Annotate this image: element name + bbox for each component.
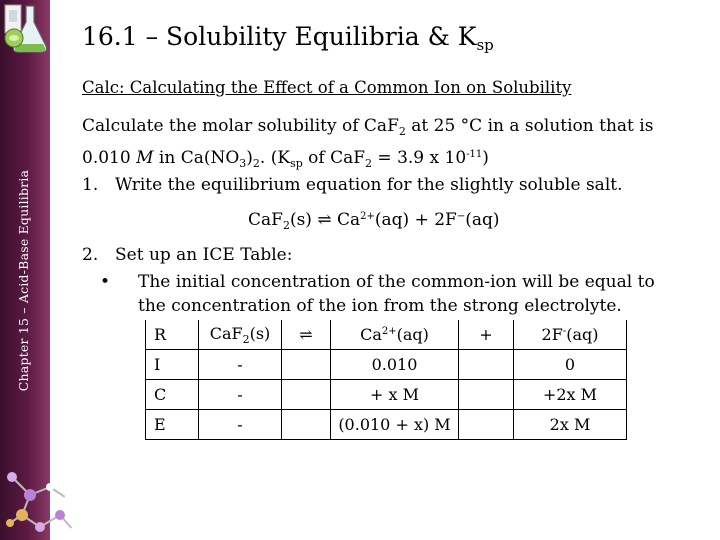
header-f: 2F-(aq) (514, 320, 627, 350)
flask-icon (2, 2, 50, 58)
page-title: 16.1 – Solubility Equilibria & $K_{sp}$ (82, 22, 494, 54)
row-label: C (146, 380, 199, 410)
header-r: R (146, 320, 199, 350)
table-row-i (146, 350, 627, 380)
cell-ca: + x M (331, 380, 459, 410)
bullet-dot: • (100, 272, 111, 292)
cell-caf2: - (199, 380, 282, 410)
step-1 (82, 175, 623, 195)
step-1-text: Write the equilibrium equation for the slightly soluble salt. (115, 175, 623, 195)
cell-caf2: - (199, 350, 282, 380)
step-2-text: Set up an ICE Table: (115, 245, 293, 265)
bullet-point (100, 270, 680, 318)
cell-f: +2x M (514, 380, 627, 410)
chapter-label: Chapter 15 – Acid-Base Equilibria (16, 169, 32, 391)
problem-statement: Calculate the molar solubility of CaF$_2$ at 25 °C in a solution that is 0.010 M in $Ca(NO_3)_2$. ($K_{sp}$ of CaF$_2$ = 3.9 x $10^{-11}$) (82, 116, 654, 170)
row-label: I (146, 350, 199, 380)
section-subtitle: Calc: Calculating the Effect of a Common Ion on Solubility (82, 78, 572, 97)
header-arrow: ⇌ (282, 320, 331, 350)
table-row-e (146, 410, 627, 440)
header-caf2: CaF$_2$(s) (199, 320, 282, 350)
cell-ca: (0.010 + x) M (331, 410, 459, 440)
bullet-text: The initial concentration of the common-ion will be equal to the concentration of the ion from the strong electrolyte. (138, 272, 655, 316)
cell-f: 2x M (514, 410, 627, 440)
molecule-icon (0, 465, 80, 540)
header-ca: $Ca^{2+}(aq)$ (331, 320, 459, 350)
cell-f: 0 (514, 350, 627, 380)
step-2 (82, 245, 292, 265)
sidebar (0, 0, 50, 540)
table-header-row (146, 320, 627, 350)
row-label: E (146, 410, 199, 440)
cell-ca: 0.010 (331, 350, 459, 380)
ice-table (145, 320, 627, 440)
table-row-c (146, 380, 627, 410)
step-2-number: 2. (82, 245, 99, 265)
equilibrium-equation: CaF$_2$(s) ⇌ $Ca^{2+}(aq) + 2F^-(aq)$ (248, 210, 500, 232)
cell-caf2: - (199, 410, 282, 440)
step-1-number: 1. (82, 175, 99, 195)
header-plus: + (459, 320, 514, 350)
